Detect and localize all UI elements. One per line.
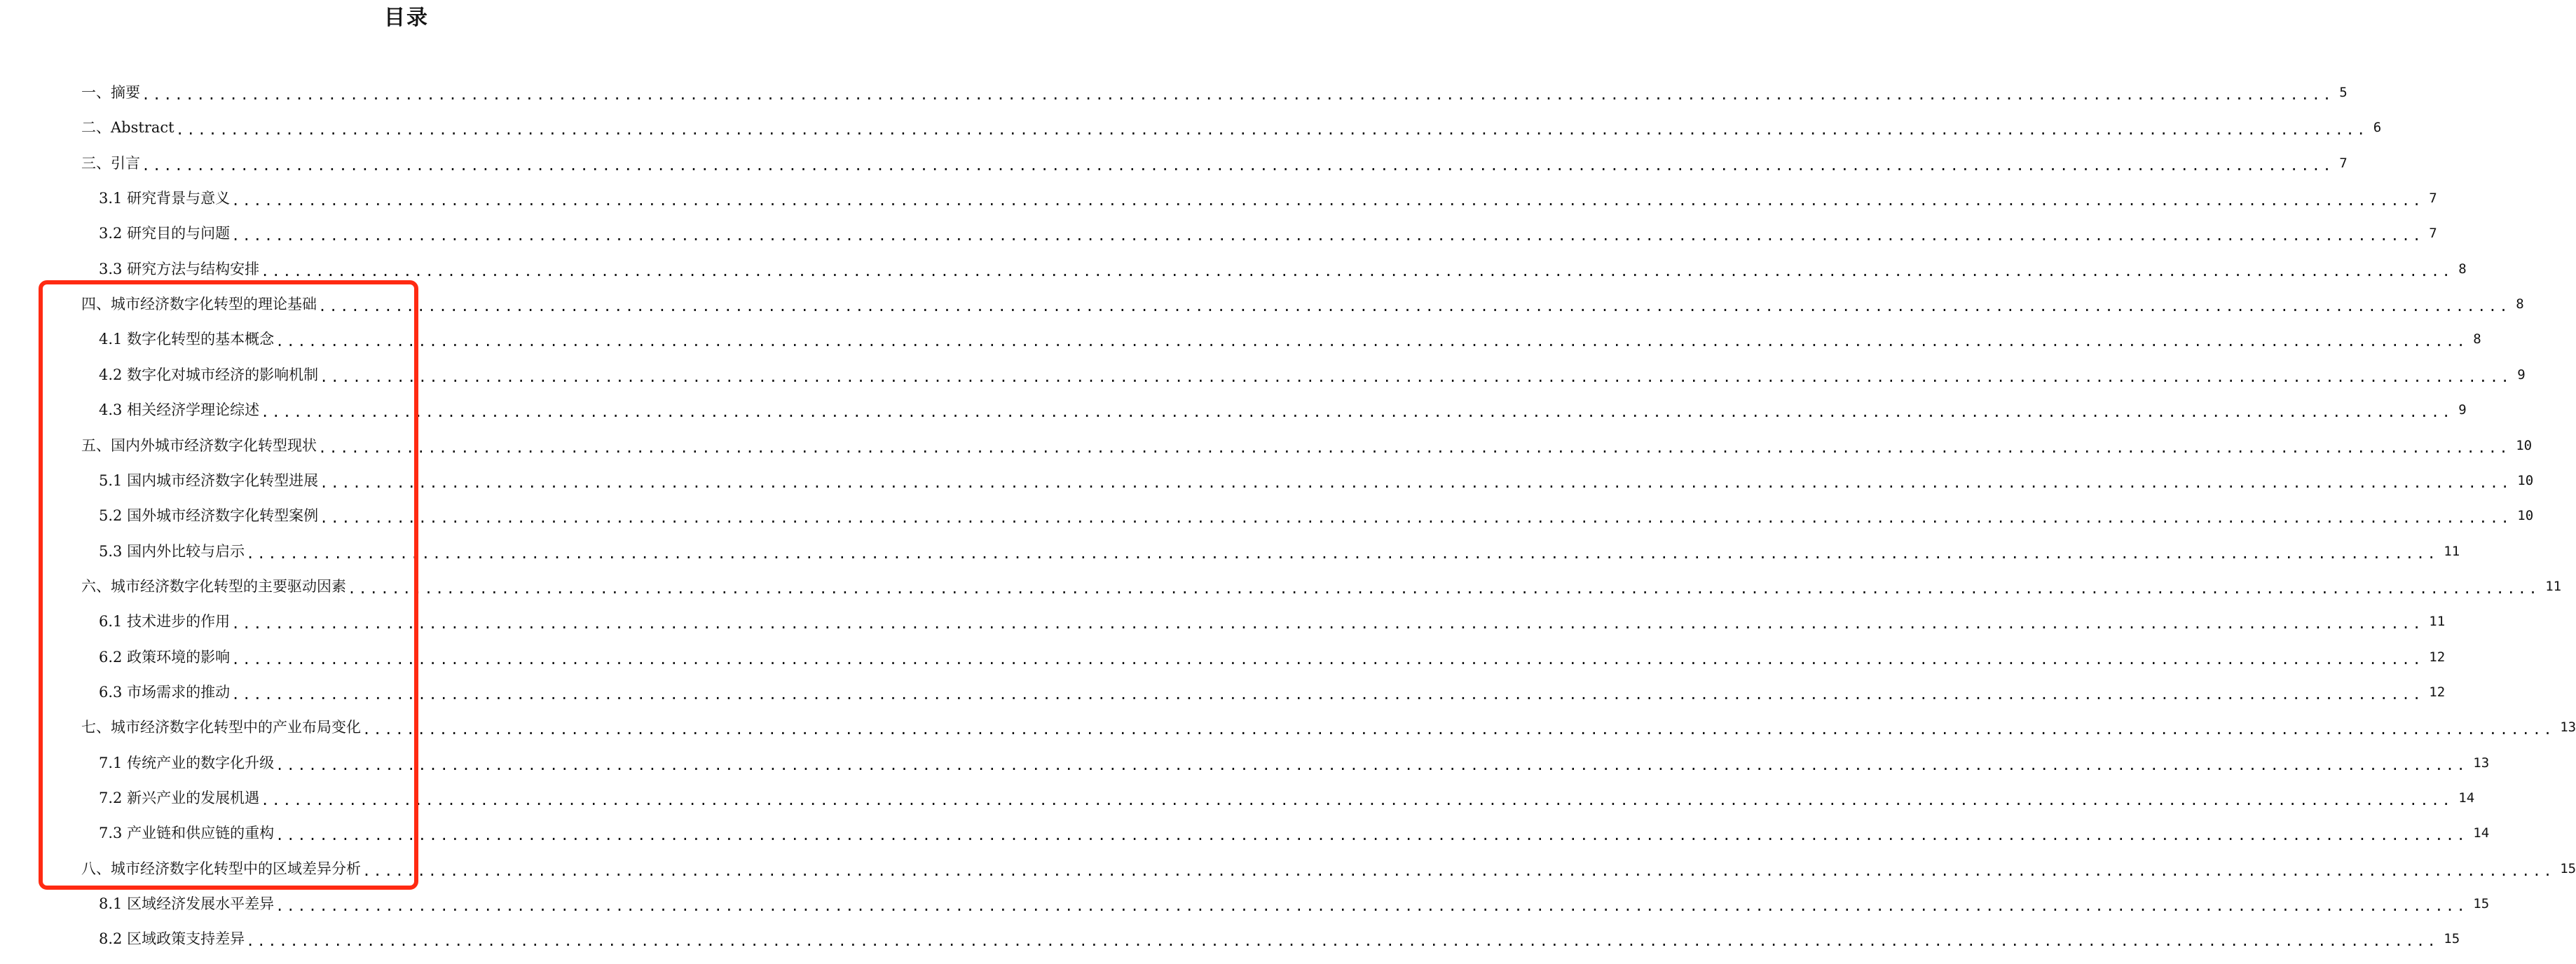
toc-entry-page-number: 7 — [2339, 155, 2348, 171]
toc-entry-page-number: 5 — [2339, 85, 2348, 100]
toc-entry[interactable] — [99, 463, 2534, 498]
toc-dot-leader: ........................................................................................................................................................................................................ — [231, 650, 2424, 668]
toc-entry-page-number: 9 — [2458, 402, 2467, 418]
toc-entry-title: 5.3 国内外比较与启示 — [99, 542, 245, 560]
toc-entry[interactable] — [99, 216, 2437, 251]
toc-dot-leader: ........................................................................................................................................................................................................ — [348, 579, 2540, 597]
toc-dot-leader: ........................................................................................................................................................................................................ — [275, 333, 2468, 350]
toc-entry-title: 3.3 研究方法与结构安排 — [99, 260, 260, 277]
toc-dot-leader: ........................................................................................................................................................................................................ — [320, 368, 2512, 385]
toc-entry-page-number: 15 — [2560, 860, 2576, 876]
toc-entry-title: 5.1 国内城市经济数字化转型进展 — [99, 471, 319, 489]
toc-entry-page-number: 13 — [2473, 755, 2490, 771]
toc-dot-leader: ........................................................................................................................................................................................................ — [261, 262, 2453, 280]
toc-entry-title: 三、引言 — [81, 154, 140, 172]
toc-entry-page-number: 10 — [2516, 437, 2533, 453]
toc-entry-page-number: 8 — [2458, 261, 2467, 277]
toc-entry-title: 6.3 市场需求的推动 — [99, 683, 231, 701]
toc-entry[interactable] — [81, 75, 2348, 110]
toc-entry[interactable] — [99, 604, 2446, 639]
toc-dot-leader: ........................................................................................................................................................................................................ — [261, 792, 2453, 808]
toc-entry[interactable] — [81, 428, 2533, 463]
page-title: 目录 — [384, 6, 429, 30]
toc-entry-title: 3.1 研究背景与意义 — [99, 190, 231, 207]
toc-entry-title: 7.2 新兴产业的发展机遇 — [99, 790, 260, 806]
toc-entry-page-number: 8 — [2516, 296, 2524, 312]
toc-entry[interactable] — [99, 815, 2490, 851]
toc-entry-page-number: 15 — [2473, 896, 2490, 912]
toc-dot-leader: ........................................................................................................................................................................................................ — [142, 156, 2334, 174]
toc-entry[interactable] — [81, 110, 2382, 145]
toc-entry-title: 五、国内外城市经济数字化转型现状 — [81, 436, 317, 454]
toc-entry-title: 6.1 技术进步的作用 — [99, 613, 231, 631]
toc-dot-leader: ........................................................................................................................................................................................................ — [261, 404, 2453, 421]
toc-dot-leader: ........................................................................................................................................................................................................ — [362, 862, 2555, 879]
toc-entry-title: 4.1 数字化转型的基本概念 — [99, 331, 275, 348]
toc-entry-page-number: 11 — [2444, 543, 2460, 559]
toc-entry[interactable] — [99, 780, 2475, 815]
toc-entry[interactable] — [81, 569, 2562, 604]
toc-dot-leader: ........................................................................................................................................................................................................ — [246, 932, 2439, 950]
toc-dot-leader: ........................................................................................................................................................................................................ — [362, 721, 2555, 738]
toc-entry-page-number: 6 — [2373, 120, 2382, 136]
toc-entry-page-number: 15 — [2444, 931, 2460, 947]
toc-dot-leader: ........................................................................................................................................................................................................ — [175, 121, 2368, 139]
toc-entry[interactable] — [81, 146, 2348, 181]
toc-dot-leader: ........................................................................................................................................................................................................ — [320, 509, 2512, 527]
toc-dot-leader: ........................................................................................................................................................................................................ — [231, 685, 2424, 703]
toc-dot-leader: ........................................................................................................................................................................................................ — [320, 474, 2512, 491]
toc-entry-title: 6.2 政策环境的影响 — [99, 648, 231, 666]
toc-entry[interactable] — [99, 252, 2467, 287]
toc-entry-page-number: 13 — [2560, 719, 2576, 736]
toc-dot-leader: ........................................................................................................................................................................................................ — [275, 827, 2468, 844]
toc-dot-leader: ........................................................................................................................................................................................................ — [231, 192, 2424, 209]
toc-entry-title: 一、摘要 — [81, 84, 140, 101]
toc-dot-leader: ........................................................................................................................................................................................................ — [231, 615, 2424, 633]
toc-entry-page-number: 14 — [2458, 790, 2475, 806]
toc-entry-title: 8.2 区域政策支持差异 — [99, 930, 245, 948]
toc-dot-leader: ........................................................................................................................................................................................................ — [142, 86, 2334, 103]
toc-entry-page-number: 7 — [2429, 226, 2437, 242]
toc-entry-page-number: 10 — [2517, 508, 2534, 524]
toc-dot-leader: ........................................................................................................................................................................................................ — [318, 439, 2511, 456]
toc-entry-title: 7.3 产业链和供应链的重构 — [99, 825, 275, 842]
toc-dot-leader: ........................................................................................................................................................................................................ — [231, 227, 2424, 245]
toc-entry-title: 七、城市经济数字化转型中的产业布局变化 — [81, 719, 361, 736]
toc-entry[interactable] — [81, 287, 2524, 322]
toc-entry-title: 二、Abstract — [81, 119, 174, 137]
toc-entry-title: 3.2 研究目的与问题 — [99, 225, 231, 242]
toc-entry[interactable] — [81, 710, 2576, 745]
toc-entry-page-number: 11 — [2545, 578, 2562, 594]
toc-entry[interactable] — [99, 392, 2467, 427]
toc-entry-page-number: 11 — [2429, 614, 2446, 630]
toc-dot-leader: ........................................................................................................................................................................................................ — [246, 544, 2439, 562]
toc-entry-page-number: 12 — [2429, 649, 2446, 665]
toc-dot-leader: ........................................................................................................................................................................................................ — [275, 756, 2468, 773]
toc-entry-page-number: 10 — [2517, 472, 2534, 488]
toc-entry-title: 六、城市经济数字化转型的主要驱动因素 — [81, 577, 346, 595]
toc-entry-title: 8.1 区域经济发展水平差异 — [99, 895, 275, 913]
toc-entry[interactable] — [99, 498, 2534, 533]
toc-entry-title: 八、城市经济数字化转型中的区域差异分析 — [81, 860, 361, 877]
toc-entry[interactable] — [99, 322, 2481, 357]
toc-entry-page-number: 9 — [2517, 366, 2526, 383]
toc-entry-title: 5.2 国外城市经济数字化转型案例 — [99, 507, 319, 525]
toc-entry[interactable] — [99, 745, 2490, 780]
toc-entry-page-number: 12 — [2429, 684, 2446, 700]
toc-entry-page-number: 14 — [2473, 825, 2490, 841]
toc-dot-leader: ........................................................................................................................................................................................................ — [318, 298, 2511, 315]
toc-entry[interactable] — [99, 886, 2490, 921]
toc-entry[interactable] — [99, 640, 2446, 675]
toc-entry[interactable] — [99, 921, 2460, 956]
toc-entry-title: 四、城市经济数字化转型的理论基础 — [81, 296, 317, 313]
toc-entry-page-number: 8 — [2473, 331, 2481, 347]
toc-entry-title: 4.2 数字化对城市经济的影响机制 — [99, 366, 319, 383]
toc-entry-page-number: 7 — [2429, 191, 2437, 207]
toc-entry[interactable] — [99, 675, 2446, 710]
toc-entry-title: 7.1 传统产业的数字化升级 — [99, 754, 275, 771]
toc-entry[interactable] — [99, 357, 2526, 392]
toc-entry-title: 4.3 相关经济学理论综述 — [99, 401, 260, 419]
toc-entry[interactable] — [99, 534, 2460, 569]
toc-dot-leader: ........................................................................................................................................................................................................ — [275, 897, 2468, 915]
toc-entry[interactable] — [99, 181, 2437, 216]
toc-entry[interactable] — [81, 851, 2576, 886]
